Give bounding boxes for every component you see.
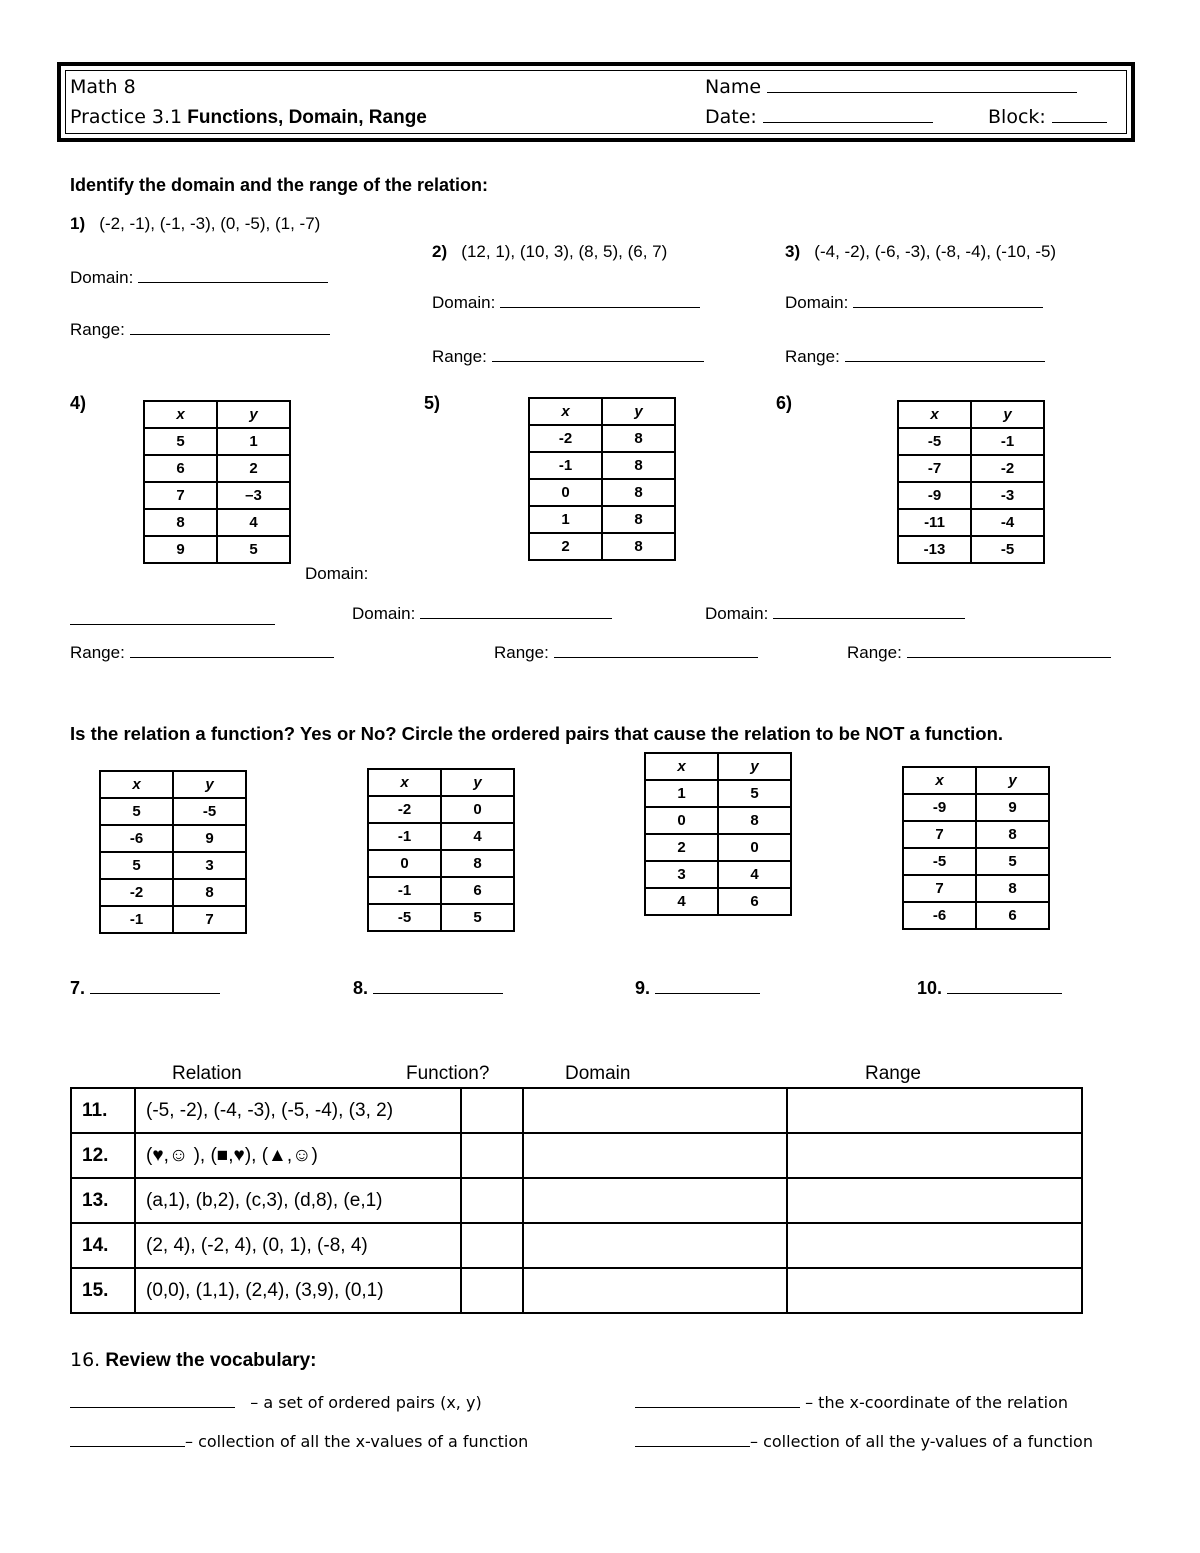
answer-blank[interactable]	[554, 643, 758, 658]
table-row	[645, 861, 791, 888]
vocab-item-2: – the x-coordinate of the relation	[635, 1393, 1068, 1412]
table-row	[368, 877, 514, 904]
table-cell: 5	[144, 428, 217, 455]
column-header: y	[602, 398, 675, 425]
col-header-range: Range	[865, 1063, 921, 1084]
table-cell: -5	[971, 536, 1044, 563]
table-cell: 4	[645, 888, 718, 915]
table-cell: 8	[602, 452, 675, 479]
table-cell: -9	[898, 482, 971, 509]
table-cell: 8	[976, 821, 1049, 848]
table-cell: 5	[976, 848, 1049, 875]
table-row	[144, 428, 290, 455]
domain-answer-cell[interactable]	[523, 1178, 787, 1223]
table-row	[144, 536, 290, 563]
problem-1-domain: Domain:	[70, 268, 328, 288]
row-number: 15.	[71, 1268, 135, 1313]
answer-blank[interactable]	[70, 1393, 235, 1408]
answer-blank[interactable]	[853, 293, 1043, 308]
table-cell: -6	[903, 902, 976, 929]
table-cell: -2	[529, 425, 602, 452]
table-row	[100, 798, 246, 825]
table-cell: 0	[368, 850, 441, 877]
problem-3: 3) (-4, -2), (-6, -3), (-8, -4), (-10, -5)	[785, 242, 1057, 261]
answer-blank[interactable]	[773, 604, 965, 619]
problem-2: 2) (12, 1), (10, 3), (8, 5), (6, 7)	[432, 242, 668, 261]
table-cell: 7	[903, 875, 976, 902]
table-cell: 8	[441, 850, 514, 877]
table-cell: -2	[368, 796, 441, 823]
block-blank[interactable]	[1052, 108, 1107, 123]
block-label: Block:	[988, 106, 1046, 128]
relation-cell: (0,0), (1,1), (2,4), (3,9), (0,1)	[135, 1268, 461, 1313]
problem-5-domain: Domain:	[352, 604, 612, 624]
function-answer-cell[interactable]	[461, 1133, 523, 1178]
table-row	[100, 879, 246, 906]
xy-table	[528, 397, 676, 561]
problem-2-range: Range:	[432, 347, 704, 367]
table-row	[71, 1133, 1082, 1178]
table-cell: 9	[144, 536, 217, 563]
column-header: y	[441, 769, 514, 796]
problem-3-domain: Domain:	[785, 293, 1043, 313]
table-cell: -2	[971, 455, 1044, 482]
name-field	[705, 76, 1077, 98]
table-header-row	[100, 771, 246, 798]
problem-6-num: 6)	[776, 393, 793, 413]
table-cell: –3	[217, 482, 290, 509]
table-cell: 2	[217, 455, 290, 482]
table-cell: 5	[100, 798, 173, 825]
table-cell: -9	[903, 794, 976, 821]
range-answer-cell[interactable]	[787, 1268, 1082, 1313]
range-answer-cell[interactable]	[787, 1088, 1082, 1133]
function-answer-cell[interactable]	[461, 1178, 523, 1223]
problem-1: 1) (-2, -1), (-1, -3), (0, -5), (1, -7)	[70, 214, 321, 233]
table-cell: -1	[971, 428, 1044, 455]
table-cell: -1	[100, 906, 173, 933]
table-cell: 8	[602, 506, 675, 533]
relation-cell: (-5, -2), (-4, -3), (-5, -4), (3, 2)	[135, 1088, 461, 1133]
table-cell: 5	[100, 852, 173, 879]
relation-cell: (a,1), (b,2), (c,3), (d,8), (e,1)	[135, 1178, 461, 1223]
answer-blank[interactable]	[70, 1432, 185, 1447]
table-cell: 8	[173, 879, 246, 906]
table-cell: -11	[898, 509, 971, 536]
column-header: x	[144, 401, 217, 428]
problem-4-range: Range:	[70, 643, 334, 663]
answer-8: 8.	[353, 978, 503, 999]
course-title: Math 8	[70, 76, 136, 98]
header-box	[57, 62, 1135, 142]
answer-blank[interactable]	[655, 979, 760, 994]
table-row	[529, 533, 675, 560]
table-cell: 4	[217, 509, 290, 536]
table-row	[529, 479, 675, 506]
domain-answer-cell[interactable]	[523, 1088, 787, 1133]
answer-9: 9.	[635, 978, 760, 999]
answer-blank[interactable]	[635, 1393, 800, 1408]
xy-table	[143, 400, 291, 564]
problem-5-range: Range:	[494, 643, 758, 663]
table-row	[71, 1268, 1082, 1313]
answer-blank[interactable]	[500, 293, 700, 308]
table-row	[898, 428, 1044, 455]
row-number: 14.	[71, 1223, 135, 1268]
answer-blank[interactable]	[130, 643, 334, 658]
function-answer-cell[interactable]	[461, 1223, 523, 1268]
column-header: y	[173, 771, 246, 798]
table-cell: -5	[173, 798, 246, 825]
table-row	[645, 807, 791, 834]
domain-answer-cell[interactable]	[523, 1223, 787, 1268]
table-row	[898, 482, 1044, 509]
table-row	[529, 425, 675, 452]
xy-table	[367, 768, 515, 932]
table-header-row	[368, 769, 514, 796]
table-cell: 8	[602, 425, 675, 452]
col-header-relation: Relation	[172, 1063, 242, 1084]
table-cell: 2	[645, 834, 718, 861]
row-number: 12.	[71, 1133, 135, 1178]
function-answer-cell[interactable]	[461, 1268, 523, 1313]
answer-blank[interactable]	[373, 979, 503, 994]
table-cell: 1	[529, 506, 602, 533]
table-header-row	[529, 398, 675, 425]
answer-7: 7.	[70, 978, 220, 999]
range-answer-cell[interactable]	[787, 1223, 1082, 1268]
answer-blank[interactable]	[492, 347, 704, 362]
vocab-item-4: – collection of all the y-values of a function	[635, 1432, 1093, 1451]
section1-instruction: Identify the domain and the range of the relation:	[70, 175, 489, 195]
range-answer-cell[interactable]	[787, 1178, 1082, 1223]
table-cell: 5	[441, 904, 514, 931]
table-row	[100, 852, 246, 879]
column-header: x	[645, 753, 718, 780]
problem-1-range: Range:	[70, 320, 330, 340]
table-cell: 8	[976, 875, 1049, 902]
column-header: y	[718, 753, 791, 780]
practice-topic: Functions, Domain, Range	[187, 107, 427, 128]
table-cell: -1	[529, 452, 602, 479]
col-header-domain: Domain	[565, 1063, 631, 1084]
problem-4-domain-label: Domain:	[305, 564, 369, 583]
table-cell: 8	[718, 807, 791, 834]
table-cell: 7	[144, 482, 217, 509]
section2-instruction: Is the relation a function? Yes or No? Circle the ordered pairs that cause the relation to be NOT a function.	[70, 723, 1004, 744]
answer-blank[interactable]	[90, 979, 220, 994]
table-row	[144, 482, 290, 509]
table-row	[100, 906, 246, 933]
table-row	[898, 536, 1044, 563]
vocab-item-3: – collection of all the x-values of a function	[70, 1432, 528, 1451]
column-header: y	[217, 401, 290, 428]
date-label: Date:	[705, 106, 757, 128]
table-cell: -3	[971, 482, 1044, 509]
xy-table	[99, 770, 247, 934]
problem-5-num: 5)	[424, 393, 441, 413]
column-header: x	[903, 767, 976, 794]
table-cell: 0	[645, 807, 718, 834]
table-row	[71, 1088, 1082, 1133]
table-header-row	[903, 767, 1049, 794]
column-header: x	[529, 398, 602, 425]
practice-prefix: Practice 3.1	[70, 106, 183, 128]
table-header-row	[898, 401, 1044, 428]
table-row	[903, 902, 1049, 929]
table-row	[903, 794, 1049, 821]
column-header: x	[898, 401, 971, 428]
table-cell: 0	[441, 796, 514, 823]
table-header-row	[144, 401, 290, 428]
table-cell: -1	[368, 823, 441, 850]
table-row	[144, 509, 290, 536]
table-row	[71, 1178, 1082, 1223]
table-cell: 6	[718, 888, 791, 915]
table-cell: 7	[173, 906, 246, 933]
answer-blank[interactable]	[907, 643, 1111, 658]
table-row	[645, 888, 791, 915]
table-row	[898, 509, 1044, 536]
table-cell: 6	[144, 455, 217, 482]
problem-4-domain-blank[interactable]	[70, 606, 275, 625]
table-row	[368, 904, 514, 931]
table-row	[529, 452, 675, 479]
table-row	[71, 1223, 1082, 1268]
table-cell: -2	[100, 879, 173, 906]
table-cell: 3	[645, 861, 718, 888]
table-row	[368, 796, 514, 823]
table-cell: 4	[441, 823, 514, 850]
table-cell: -5	[368, 904, 441, 931]
column-header: x	[100, 771, 173, 798]
table-cell: -5	[898, 428, 971, 455]
problem-2-domain: Domain:	[432, 293, 700, 313]
row-number: 13.	[71, 1178, 135, 1223]
table-row	[903, 821, 1049, 848]
table-cell: 9	[173, 825, 246, 852]
relation-cell: (2, 4), (-2, 4), (0, 1), (-8, 4)	[135, 1223, 461, 1268]
table-cell: 9	[976, 794, 1049, 821]
table-cell: 0	[529, 479, 602, 506]
problem-3-range: Range:	[785, 347, 1045, 367]
table-row	[368, 850, 514, 877]
table-cell: -5	[903, 848, 976, 875]
table-cell: 8	[144, 509, 217, 536]
table-cell: 5	[718, 780, 791, 807]
table-cell: 4	[718, 861, 791, 888]
problem-6-range: Range:	[847, 643, 1111, 663]
xy-table	[644, 752, 792, 916]
column-header: y	[976, 767, 1049, 794]
table-cell: 1	[645, 780, 718, 807]
name-label: Name	[705, 76, 762, 98]
table-cell: 8	[602, 533, 675, 560]
domain-answer-cell[interactable]	[523, 1268, 787, 1313]
table-row	[898, 455, 1044, 482]
answer-blank[interactable]	[138, 268, 328, 283]
relation-cell: (♥,☺ ), (■,♥), (▲,☺)	[135, 1133, 461, 1178]
table-row	[645, 780, 791, 807]
table-cell: 3	[173, 852, 246, 879]
table-cell: -1	[368, 877, 441, 904]
table-row	[645, 834, 791, 861]
practice-title	[70, 106, 427, 129]
table-cell: 7	[903, 821, 976, 848]
answer-blank[interactable]	[947, 979, 1062, 994]
table-cell: 6	[976, 902, 1049, 929]
table-row	[529, 506, 675, 533]
table-row	[100, 825, 246, 852]
vocab-heading: 16. Review the vocabulary:	[70, 1349, 317, 1371]
range-answer-cell[interactable]	[787, 1133, 1082, 1178]
table-cell: 5	[217, 536, 290, 563]
table-cell: -4	[971, 509, 1044, 536]
date-field	[705, 106, 933, 128]
table-row	[144, 455, 290, 482]
table-row	[368, 823, 514, 850]
answer-blank[interactable]	[845, 347, 1045, 362]
table-cell: -13	[898, 536, 971, 563]
table-row	[903, 848, 1049, 875]
xy-table	[897, 400, 1045, 564]
answer-10: 10.	[917, 978, 1062, 999]
table-cell: 1	[217, 428, 290, 455]
block-field	[988, 106, 1107, 128]
column-header: x	[368, 769, 441, 796]
date-blank[interactable]	[763, 108, 933, 123]
table-cell: 8	[602, 479, 675, 506]
xy-table	[902, 766, 1050, 930]
table-cell: 2	[529, 533, 602, 560]
problem-4-num: 4)	[70, 393, 87, 413]
domain-answer-cell[interactable]	[523, 1133, 787, 1178]
relation-table	[70, 1087, 1083, 1314]
row-number: 11.	[71, 1088, 135, 1133]
problem-6-domain: Domain:	[705, 604, 965, 624]
table-cell: 0	[718, 834, 791, 861]
table-header-row	[645, 753, 791, 780]
table-row	[903, 875, 1049, 902]
table-cell: 6	[441, 877, 514, 904]
vocab-item-1: – a set of ordered pairs (x, y)	[70, 1393, 482, 1412]
col-header-function: Function?	[406, 1063, 490, 1084]
answer-blank[interactable]	[635, 1432, 750, 1447]
name-blank[interactable]	[767, 78, 1077, 93]
table-cell: -6	[100, 825, 173, 852]
answer-blank[interactable]	[420, 604, 612, 619]
column-header: y	[971, 401, 1044, 428]
table-cell: -7	[898, 455, 971, 482]
answer-blank[interactable]	[130, 320, 330, 335]
function-answer-cell[interactable]	[461, 1088, 523, 1133]
